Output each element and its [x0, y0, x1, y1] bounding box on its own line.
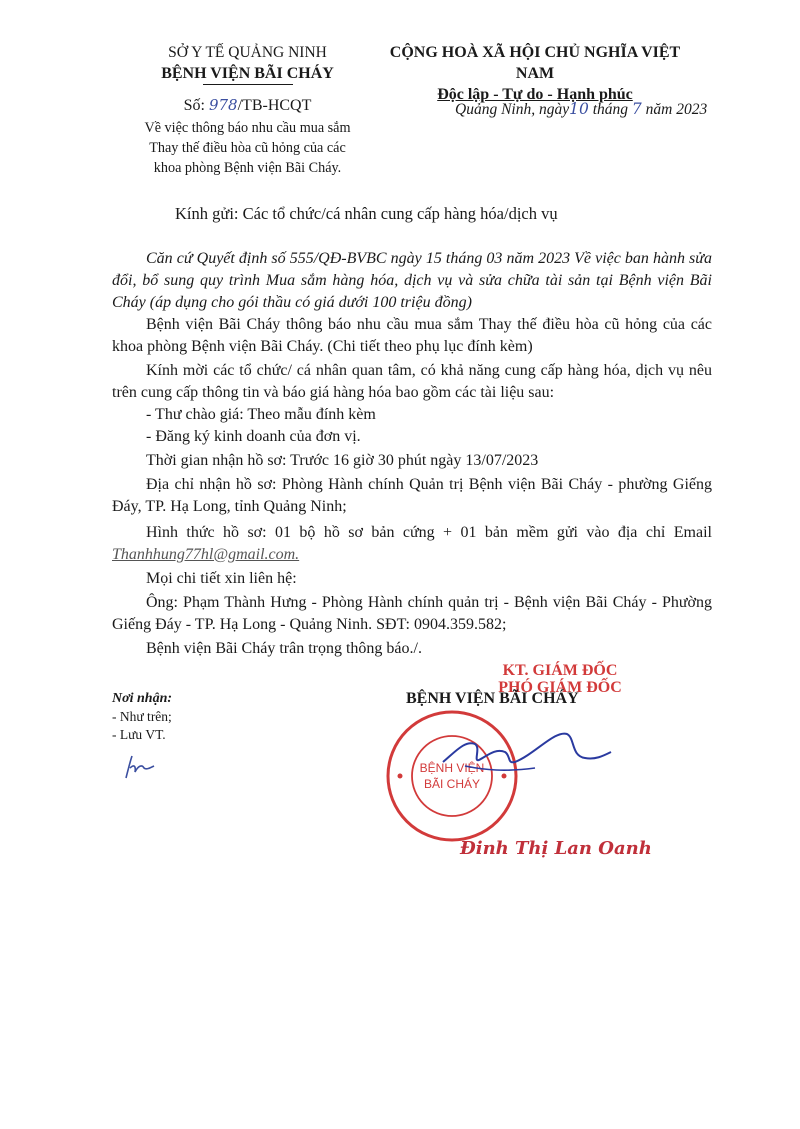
signer-name: Đinh Thị Lan Oanh [460, 838, 652, 859]
seal-text-line: BỆNH VIỆN [419, 761, 485, 775]
contact-paragraph: Ông: Phạm Thành Hưng - Phòng Hành chính quản trị - Bệnh viện Bãi Cháy - Phường Giếng Đáy - TP. Hạ Long - Quảng Ninh. SĐT: 0904.359.582; [112, 594, 712, 633]
list-item: - Đăng ký kinh doanh của đơn vị. [146, 428, 361, 445]
handwritten-signature-icon [435, 722, 615, 792]
hospital-name: BỆNH VIỆN BÃI CHÁY [161, 65, 334, 82]
distribution-list [112, 690, 272, 744]
notice-paragraph: Bệnh viện Bãi Cháy thông báo nhu cầu mua sắm Thay thế điều hòa cũ hỏng của các khoa phòng Bệnh viện Bãi Cháy. (Chi tiết theo phụ lục đính kèm) [112, 316, 712, 355]
contact-intro: Mọi chi tiết xin liên hệ: [146, 570, 297, 587]
initials-mark-icon [120, 752, 160, 782]
signature-capacity: KT. GIÁM ĐỐC PHÓ GIÁM ĐỐC [498, 662, 622, 696]
list-item: - Thư chào giá: Theo mẫu đính kèm [146, 406, 376, 423]
recipient-line: Kính gửi: Các tổ chức/cá nhân cung cấp hàng hóa/dịch vụ [175, 204, 558, 223]
document-subject: Về việc thông báo nhu cầu mua sắm Thay thế điều hòa cũ hỏng của các khoa phòng Bệnh viện Bãi Cháy. [144, 120, 351, 176]
address-paragraph: Địa chỉ nhận hồ sơ: Phòng Hành chính Quản trị Bệnh viện Bãi Cháy - phường Giếng Đáy, TP. Hạ Long, tỉnh Quảng Ninh; [112, 476, 712, 515]
legal-basis: Căn cứ Quyết định số 555/QĐ-BVBC ngày 15 tháng 03 năm 2023 Về việc ban hành sửa đổi, bổ sung quy trình Mua sắm hàng hóa, dịch vụ và sửa chữa tài sản tại Bệnh viện Bãi Cháy (áp dụng cho gói thầu có giá dưới 100 triệu đồng) [112, 250, 712, 311]
list-item: - Như trên; [112, 709, 172, 724]
seal-text-line: BÃI CHÁY [423, 777, 481, 791]
national-header [370, 42, 700, 105]
form-paragraph: Hình thức hồ sơ: 01 bộ hồ sơ bản cứng + 01 bản mềm gửi vào địa chỉ Email Thanhhung77hl@gmail.com. [112, 524, 712, 563]
header-divider [203, 84, 293, 85]
date-line: Quảng Ninh, ngày10 tháng 7 năm 2023 [455, 100, 708, 118]
deadline-paragraph: Thời gian nhận hồ sơ: Trước 16 giờ 30 phút ngày 13/07/2023 [146, 452, 539, 469]
document-number: Số: 978/TB-HCQT [183, 96, 312, 114]
invite-paragraph: Kính mời các tổ chức/ cá nhân quan tâm, có khả năng cung cấp hàng hóa, dịch vụ nêu trên cung cấp thông tin và báo giá hàng hóa bao gồm các tài liệu sau: [112, 362, 712, 401]
signing-organization: BỆNH VIỆN BÃI CHÁY [406, 690, 579, 707]
issuer-header [120, 42, 375, 84]
distribution-title: Nơi nhận: [112, 691, 173, 706]
agency-name: SỞ Y TẾ QUẢNG NINH [168, 44, 327, 61]
email-link[interactable]: Thanhhung77hl@gmail.com. [112, 546, 300, 563]
handwritten-number: 978 [208, 96, 238, 114]
document-body [112, 248, 712, 660]
list-item: - Lưu VT. [112, 727, 166, 742]
country-name: CỘNG HOÀ XÃ HỘI CHỦ NGHĨA VIỆT NAM [389, 44, 681, 82]
closing-paragraph: Bệnh viện Bãi Cháy trân trọng thông báo./. [146, 640, 422, 657]
national-motto: Độc lập - Tự do - Hạnh phúc [437, 86, 633, 103]
